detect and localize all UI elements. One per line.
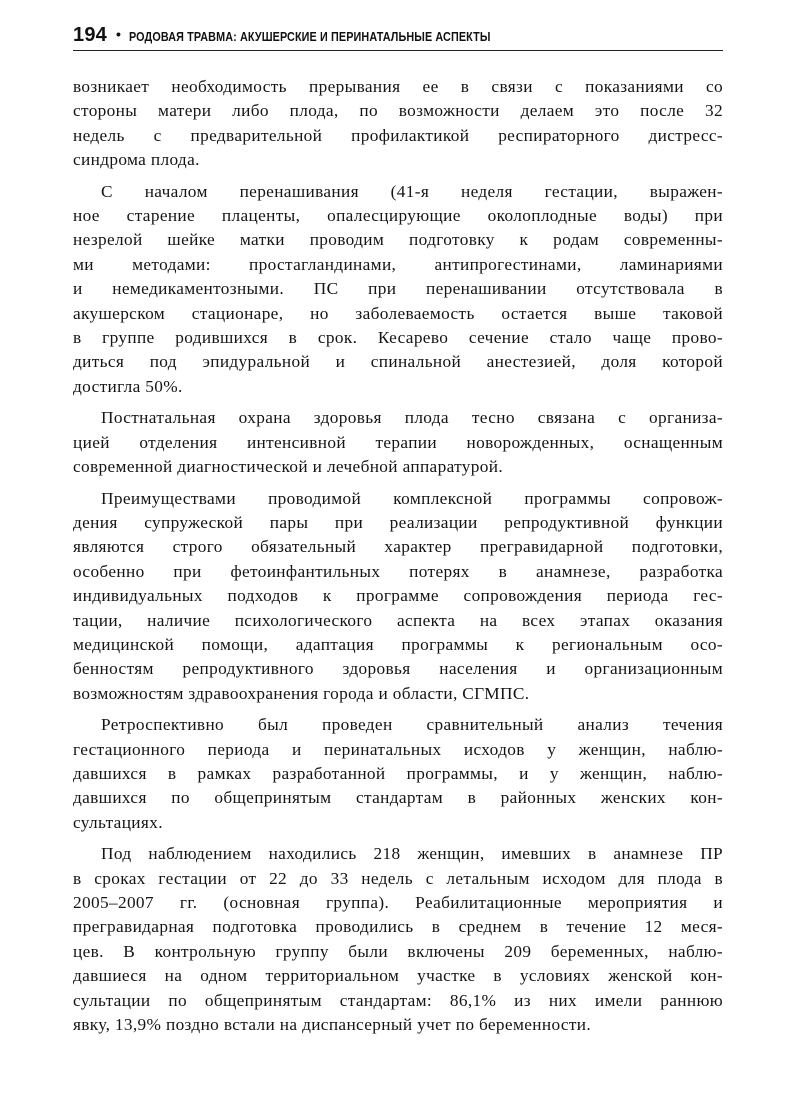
text-line: индивидуальных подходов к программе сопровождения периода гес- (73, 586, 723, 606)
header-rule (73, 50, 723, 51)
header-separator: • (115, 26, 121, 42)
text-line: возможностям здравоохранения города и области, СГМПС. (73, 683, 530, 703)
text-line: достигла 50%. (73, 376, 183, 396)
text-line: акушерском стационаре, но заболеваемость остается выше таковой (73, 303, 723, 323)
text-line: ное старение плаценты, опалесцирующие околоплодные воды) при (73, 206, 723, 226)
text-line: прегравидарная подготовка проводились в среднем в течение 12 меся- (73, 917, 723, 937)
page-number: 194 (73, 24, 107, 46)
running-head (73, 24, 723, 48)
text-line: давшихся по общепринятым стандартам в районных женских кон- (73, 788, 723, 808)
paragraph (73, 406, 723, 479)
text-line: дения супружеской пары при реализации репродуктивной функции (73, 512, 723, 532)
text-line: ми методами: простагландинами, антипрогестинами, ламинариями (73, 254, 723, 274)
paragraph (73, 487, 723, 707)
text-line: современной диагностической и лечебной аппаратурой. (73, 457, 504, 477)
text-line: являются строго обязательный характер прегравидарной подготовки, (73, 537, 723, 557)
text-line: Постнатальная охрана здоровья плода тесно связана с организа- (101, 408, 723, 428)
text-line: возникает необходимость прерывания ее в связи с показаниями со (73, 77, 723, 96)
text-line: медицинской помощи, адаптация программы к региональным осо- (73, 634, 723, 654)
text-line: Ретроспективно был проведен сравнительный анализ течения (101, 715, 723, 735)
text-line: давшиеся на одном территориальном участке в условиях женской кон- (73, 966, 723, 986)
text-line: цев. В контрольную группу были включены 209 беременных, наблю- (73, 941, 723, 961)
text-line: тации, наличие психологического аспекта на всех этапах оказания (73, 610, 723, 630)
text-line: синдрома плода. (73, 150, 200, 170)
paragraph (73, 75, 723, 173)
text-line: в группе родившихся в срок. Кесарево сечение стало чаще прово- (73, 328, 723, 348)
running-title: РОДОВАЯ ТРАВМА: АКУШЕРСКИЕ И ПЕРИНАТАЛЬНЫЕ АСПЕКТЫ (128, 29, 491, 44)
text-line: сультациях. (73, 812, 163, 832)
text-line: гестационного периода и перинатальных исходов у женщин, наблю- (73, 739, 723, 759)
text-line: в сроках гестации от 22 до 33 недель с летальным исходом для плода в (73, 868, 723, 888)
paragraph (73, 180, 723, 400)
text-line: диться под эпидуральной и спинальной анестезией, доля которой (73, 352, 723, 372)
paragraph (73, 713, 723, 835)
text-line: бенностям репродуктивного здоровья населения и организационным (73, 659, 723, 679)
text-line: Преимуществами проводимой комплексной программы сопровож- (101, 488, 723, 508)
text-line: цией отделения интенсивной терапии новорожденных, оснащенным (73, 432, 723, 452)
paragraph (73, 842, 723, 1037)
text-line: сультации по общепринятым стандартам: 86,1% из них имели раннюю (73, 990, 723, 1010)
text-line: давшихся в рамках разработанной программы, и у женщин, наблю- (73, 763, 723, 783)
body-text (73, 75, 723, 1044)
text-line: С началом перенашивания (41-я неделя гестации, выражен- (101, 181, 723, 201)
text-line: Под наблюдением находились 218 женщин, имевших в анамнезе ПР (101, 844, 723, 864)
text-line: стороны матери либо плода, по возможности делаем это после 32 (73, 101, 723, 121)
text-line: и немедикаментозными. ПС при перенашивании отсутствовала в (73, 279, 723, 299)
text-line: явку, 13,9% поздно встали на диспансерный учет по беременности. (73, 1015, 592, 1035)
text-line: незрелой шейке матки проводим подготовку к родам современны- (73, 230, 723, 250)
text-line: недель с предварительной профилактикой респираторного дистресс- (73, 125, 723, 145)
text-line: 2005–2007 гг. (основная группа). Реабилитационные мероприятия и (73, 893, 723, 912)
text-line: особенно при фетоинфантильных потерях в анамнезе, разработка (73, 561, 723, 581)
